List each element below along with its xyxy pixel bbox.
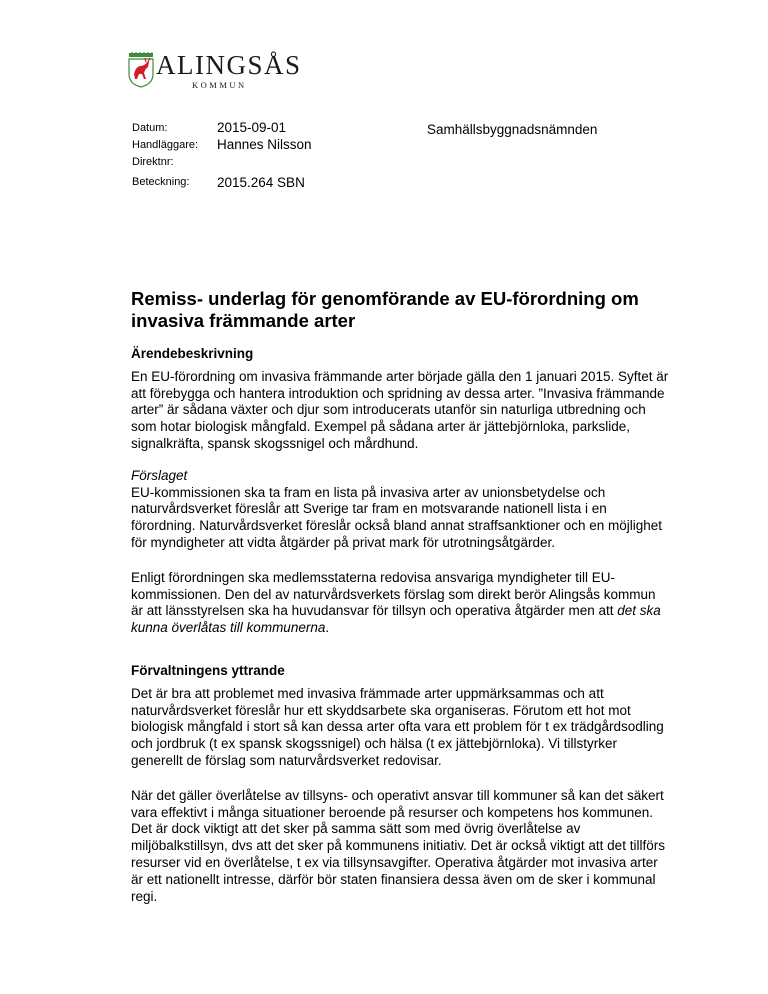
handlaggare-label: Handläggare: xyxy=(132,139,199,151)
handlaggare-value: Hannes Nilsson xyxy=(217,137,312,152)
section-heading-forvaltningens-yttrande: Förvaltningens yttrande xyxy=(131,662,285,678)
datum-label: Datum: xyxy=(132,122,168,134)
section-heading-arendebeskrivning: Ärendebeskrivning xyxy=(131,346,254,361)
paragraph: Det är bra att problemet med invasiva främmade arter uppmärksammas och att naturvårdsverket föreslår hur ett skyddsarbete ska organiseras. Förutom ett hot mot biologisk mångfald i stort så kan dessa arter ofta vara ett problem för t ex trädgårdsodling och jordbruk (t ex spansk skogssnigel) och hälsa (t ex jättebjörnloka). Vi tillstyrker generellt de förslag som naturvårdsverket redovisar. xyxy=(131,685,664,768)
beteckning-label: Beteckning: xyxy=(132,176,190,188)
coat-of-arms-icon xyxy=(128,52,154,88)
paragraph: EU-kommissionen ska ta fram en lista på invasiva arter av unionsbetydelse och naturvårdsverket föreslår att Sverige tar fram en motsvarande nationell lista i en förordning. Naturvårdsverket föreslår också bland annat straffsanktioner och en möjlighet för myndigheter att vidta åtgärder på privat mark för utrotningsåtgärder. xyxy=(131,484,663,550)
datum-value: 2015-09-01 xyxy=(217,120,287,135)
beteckning-value: 2015.264 SBN xyxy=(217,175,305,190)
document-title: Remiss- underlag för genomförande av EU-förordning om invasiva främmande arter xyxy=(131,288,639,331)
subheading-forslaget: Förslaget xyxy=(131,467,188,483)
direktnr-label: Direktnr: xyxy=(132,156,174,168)
paragraph: När det gäller överlåtelse av tillsyns- och operativt ansvar till kommuner så kan det säkert vara effektivt i många situationer beroende på resurser och kompetens hos kommunen. Det är dock viktigt att det sker på samma sätt som med övrig överlåtelse av miljöbalkstillsyn, dvs att det sker på kommunens initiativ. Det är också viktigt att det tillförs resurser vid en överlåtelse, t ex via tillsynsavgifter. Operativa åtgärder mot invasiva arter är ett nationellt intresse, därför bör staten finansiera dessa även om de sker i kommunal regi. xyxy=(131,787,665,904)
paragraph: En EU-förordning om invasiva främmande arter började gälla den 1 januari 2015. Syftet är att förebygga och hantera introduktion och spridning av dessa arter. ”Invasiva främmande arter” är sådana växter och djur som introducerats utanför sin naturliga utbredning och som hotar biologisk mångfald. Exempel på sådana arter är jättebjörnloka, parkslide, signalkräfta, spansk skogssnigel och mårdhund. xyxy=(131,368,669,451)
paragraph-text: Enligt förordningen ska medlemsstaterna redovisa ansvariga myndigheter till EU-kommissionen. Den del av naturvårdsverkets förslag som direkt berör Alingsås kommun är att länsstyrelsen ska ha huvudansvar för tillsyn och operativa åtgärder men att xyxy=(131,569,656,619)
logo-wordmark: ALINGSÅS xyxy=(156,50,302,80)
paragraph-emphasis: det ska kunna överlåtas till kommunerna xyxy=(131,603,661,636)
logo-subtitle: KOMMUN xyxy=(192,80,247,90)
department-name: Samhällsbyggnadsnämnden xyxy=(427,122,598,137)
document-body xyxy=(131,346,671,905)
paragraph-end: . xyxy=(325,620,330,636)
alingsas-logo xyxy=(128,52,308,92)
paragraph xyxy=(131,570,671,637)
